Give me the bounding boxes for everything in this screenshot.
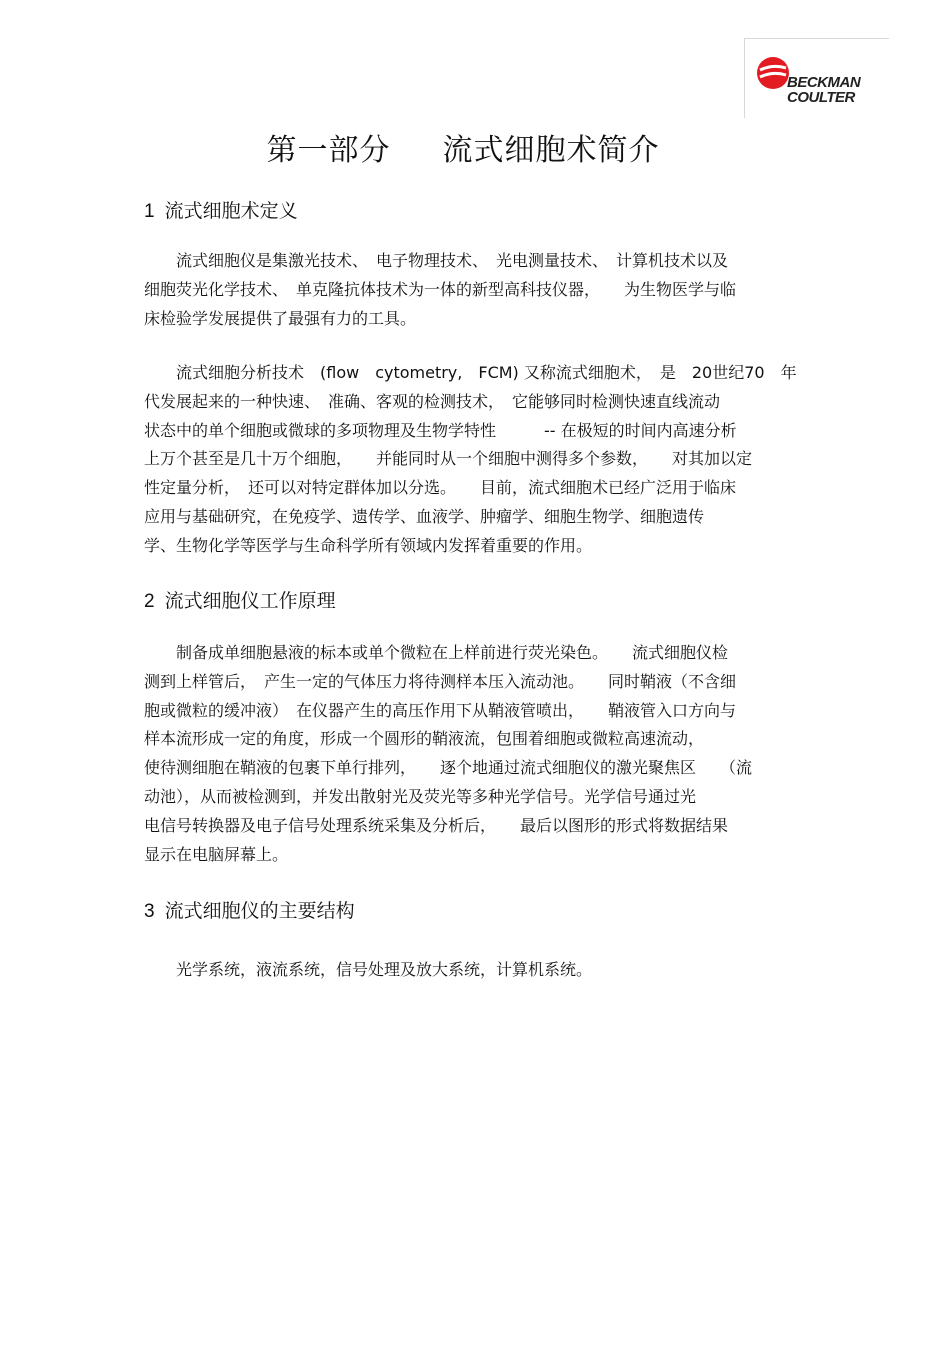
page-title (0, 125, 926, 169)
text-line: 测到上样管后， 产生一定的气体压力将待测样本压入流动池。 同时鞘液（不含细 (144, 671, 737, 691)
text-line: 样本流形成一定的角度，形成一个圆形的鞘液流，包围着细胞或微粒高速流动， (144, 729, 705, 749)
text-line: 胞或微粒的缓冲液） 在仪器产生的高压作用下从鞘液管喷出， 鞘液管入口方向与 (144, 700, 737, 720)
text-line: 床检验学发展提供了最强有力的工具。 (144, 308, 417, 328)
text-line: 学、生物化学等医学与生命科学所有领域内发挥着重要的作用。 (144, 535, 593, 555)
section-title: 流式细胞术定义 (164, 200, 298, 222)
logo-text-line2: COULTER (787, 89, 855, 106)
text-line: 代发展起来的一种快速、 准确、客观的检测技术， 它能够同时检测快速直线流动 (144, 391, 721, 411)
text-line: 动池），从而被检测到，并发出散射光及荧光等多种光学信号。光学信号通过光 (144, 786, 697, 806)
text-line: 流式细胞分析技术 (flow cytometry, FCM) 又称流式细胞术， 是 20世纪70 年 (144, 363, 797, 382)
text-line: 性定量分析， 还可以对特定群体加以分选。 目前，流式细胞术已经广泛用于临床 (144, 478, 737, 498)
text-line: 电信号转换器及电子信号处理系统采集及分析后， 最后以图形的形式将数据结果 (144, 815, 729, 835)
section-title: 流式细胞仪工作原理 (164, 590, 336, 612)
text-line: 上万个甚至是几十万个细胞， 并能同时从一个细胞中测得多个参数， 对其加以定 (144, 449, 753, 469)
paragraph-working-principle (144, 639, 809, 869)
section-number: 2 (144, 591, 155, 612)
logo-text-line1: BECKMAN (787, 74, 861, 91)
beckman-coulter-mark-icon (755, 51, 791, 95)
text-line: 应用与基础研究，在免疫学、遗传学、血液学、肿瘤学、细胞生物学、细胞遗传 (144, 506, 705, 526)
section-heading-1 (144, 196, 298, 223)
text-line: 细胞荧光化学技术、 单克隆抗体技术为一体的新型高科技仪器， 为生物医学与临 (144, 279, 737, 299)
text-line: 使待测细胞在鞘液的包裹下单行排列， 逐个地通过流式细胞仪的激光聚焦区 （流 (144, 758, 753, 778)
title-part: 第一部分 (266, 133, 391, 168)
paragraph-fcm-technique (144, 359, 809, 561)
section-heading-3 (144, 896, 355, 923)
text-line: 状态中的单个细胞或微球的多项物理及生物学特性 -- 在极短的时间内高速分析 (144, 420, 737, 440)
text-line: 光学系统，液流系统，信号处理及放大系统，计算机系统。 (144, 960, 593, 979)
title-name: 流式细胞术简介 (442, 133, 660, 168)
section-title: 流式细胞仪的主要结构 (164, 900, 355, 922)
text-line: 制备成单细胞悬液的标本或单个微粒在上样前进行荧光染色。 流式细胞仪检 (144, 643, 729, 662)
beckman-coulter-logo (744, 38, 889, 118)
section-number: 3 (144, 901, 155, 922)
text-line: 流式细胞仪是集激光技术、 电子物理技术、 光电测量技术、 计算机技术以及 (144, 251, 729, 270)
paragraph-definition (144, 247, 809, 333)
section-heading-2 (144, 586, 336, 613)
paragraph-main-structure (144, 956, 809, 985)
section-number: 1 (144, 201, 155, 222)
text-line: 显示在电脑屏幕上。 (144, 844, 289, 864)
